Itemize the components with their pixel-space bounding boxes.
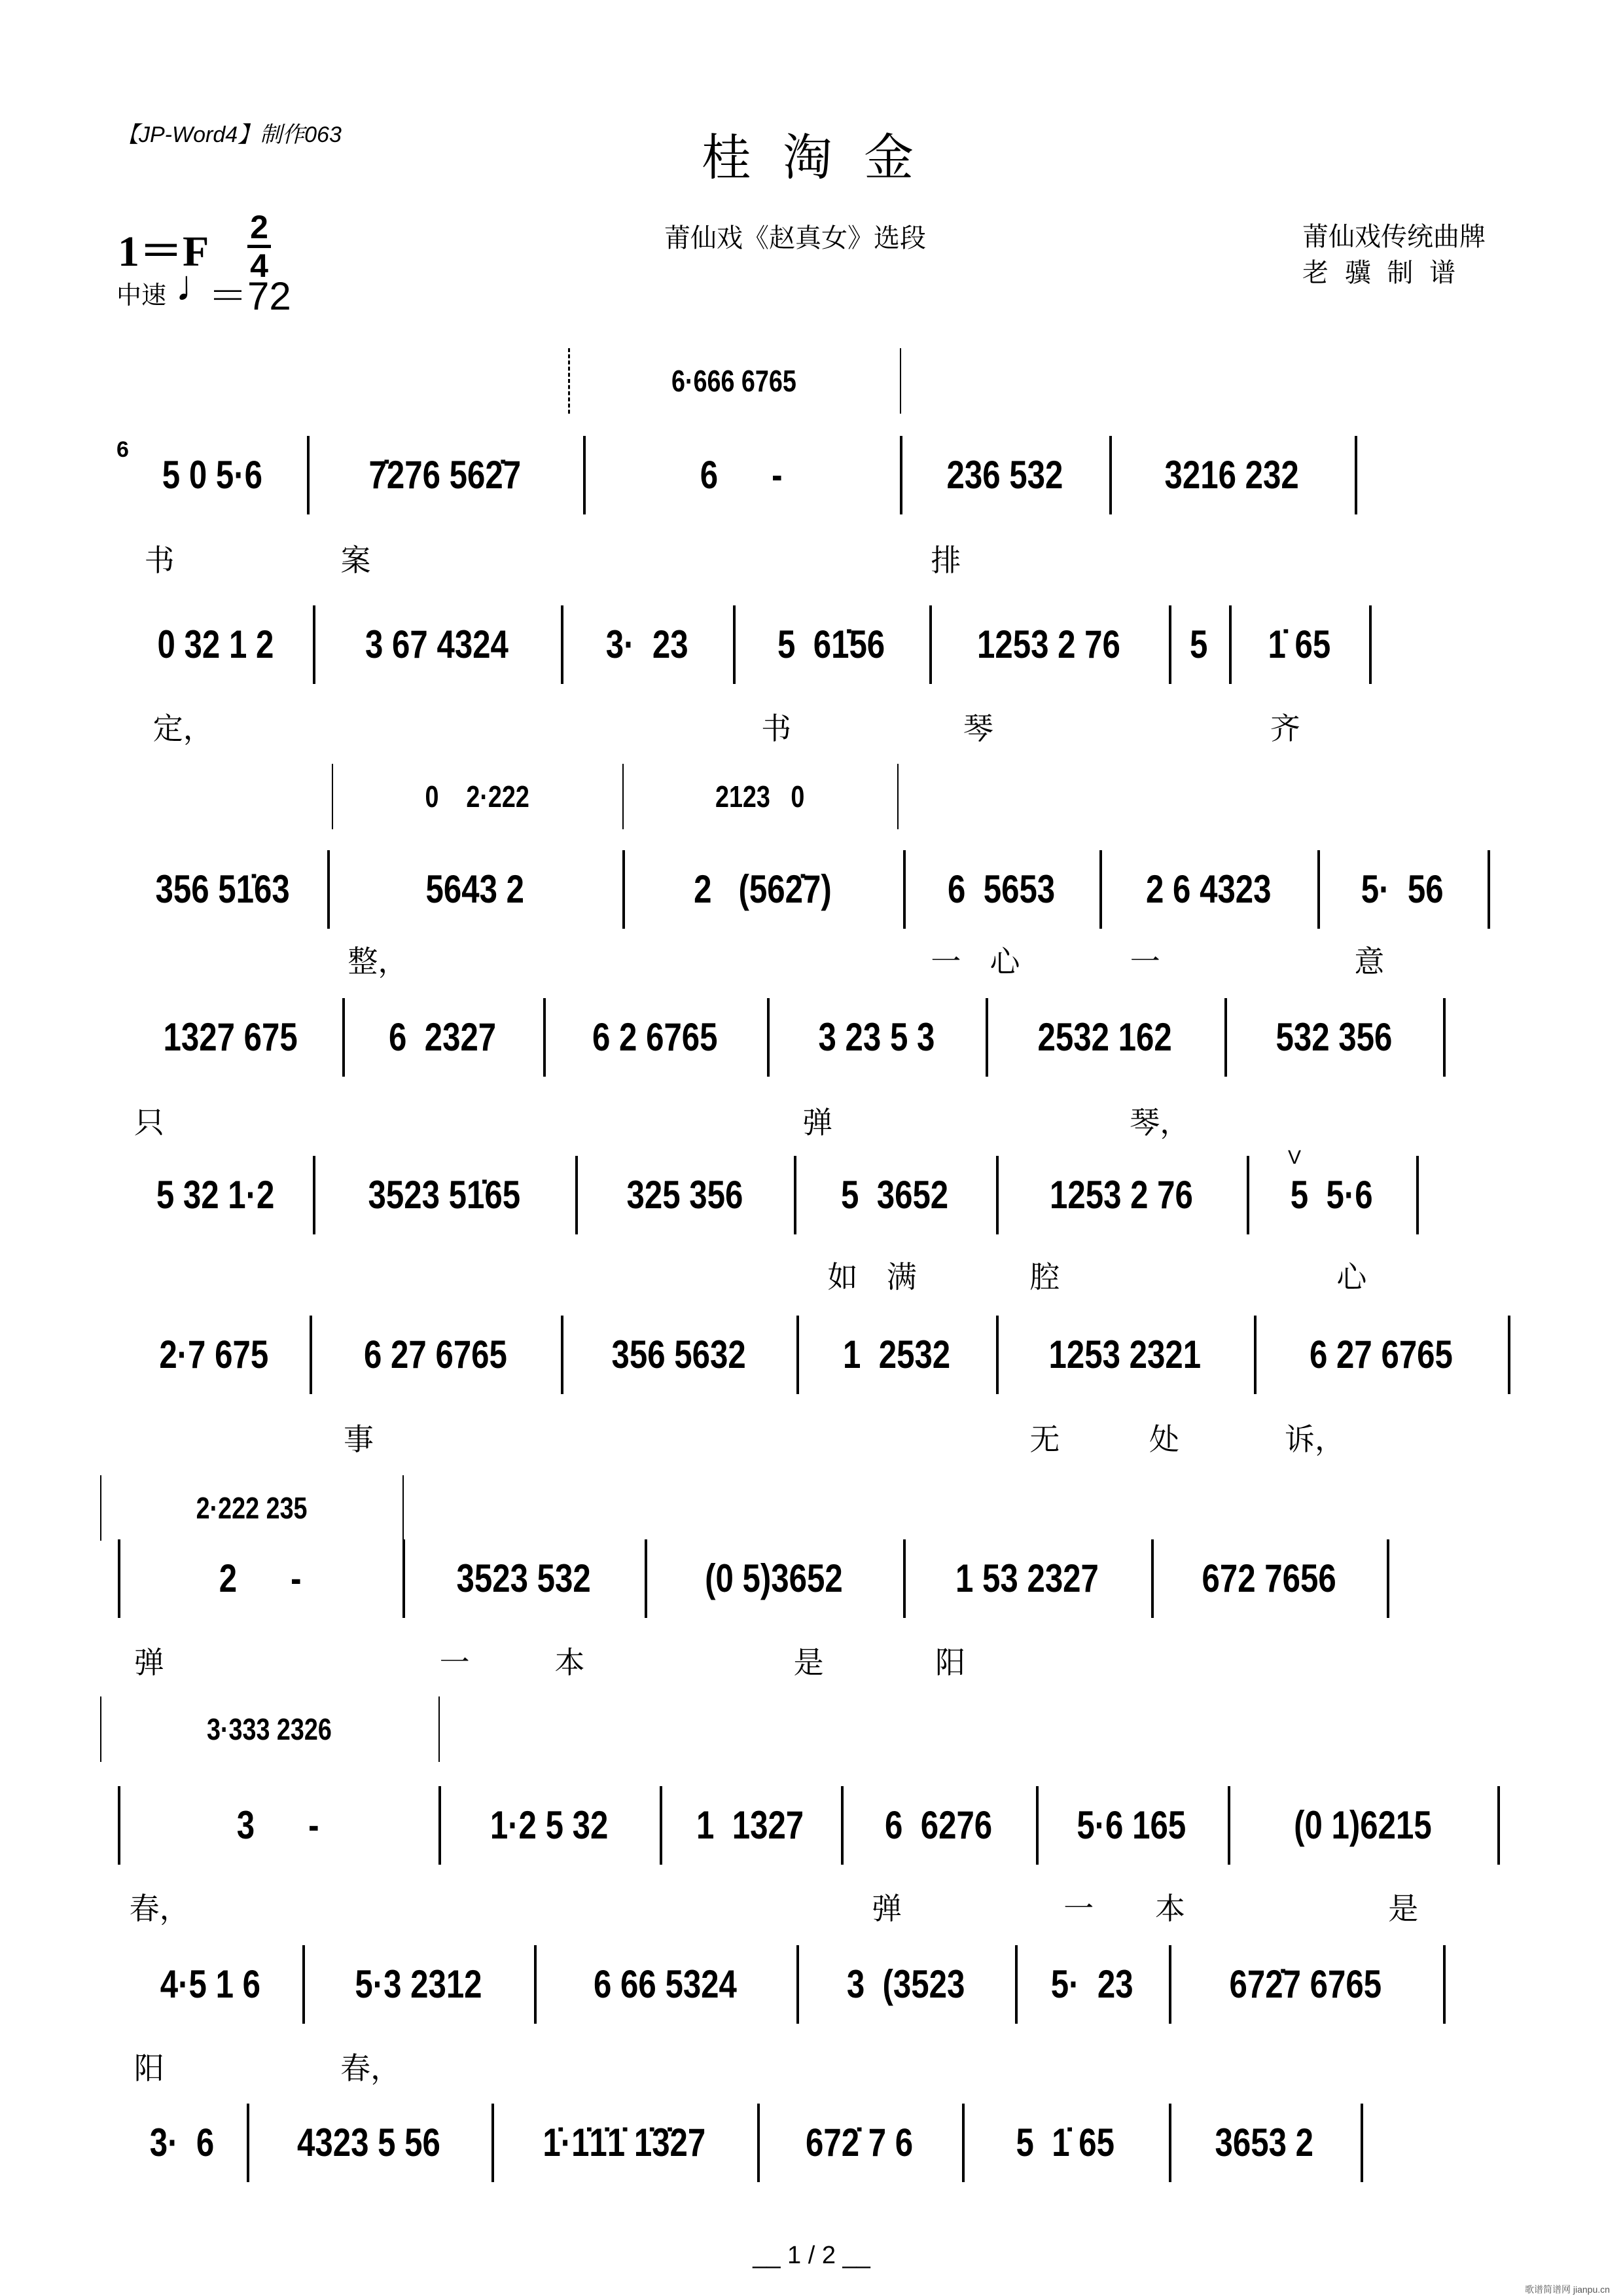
measure-notes: 5 1̇ 65 xyxy=(1016,2120,1115,2164)
measure xyxy=(123,863,322,916)
measure xyxy=(1115,449,1349,501)
measure-notes: 2 6 4323 xyxy=(1145,867,1272,912)
measure-notes: 3523 532 xyxy=(456,1556,591,1601)
barline xyxy=(1355,436,1357,514)
barline xyxy=(402,1539,405,1618)
watermark-label: 【JP-Word4】制作063 xyxy=(116,122,342,147)
barline xyxy=(767,998,770,1077)
measure-notes: 3 67 4324 xyxy=(365,622,508,667)
barline xyxy=(438,1786,441,1865)
lyric-syllable: 事 xyxy=(344,1422,374,1458)
lyric-syllable: 阳 xyxy=(935,1644,966,1680)
measure-notes: 2123 0 xyxy=(715,780,805,814)
measure-notes: 3·333 2326 xyxy=(206,1712,332,1747)
measure-notes: 5 3652 xyxy=(841,1173,949,1217)
barline xyxy=(1247,1156,1249,1234)
measure xyxy=(1001,1329,1249,1381)
barline xyxy=(1508,1316,1510,1394)
barline xyxy=(307,436,310,514)
measure-notes: 5· 56 xyxy=(1361,867,1444,912)
barline xyxy=(561,1316,563,1394)
measure xyxy=(348,1011,538,1064)
barline xyxy=(543,998,546,1077)
arranger-label: 老 骥 制 谱 xyxy=(1302,258,1460,288)
measure-notes: 1253 2 76 xyxy=(977,622,1121,667)
source-label: 莆仙戏传统曲牌 xyxy=(1302,222,1486,252)
lyric-syllable: 琴， xyxy=(1130,1104,1190,1140)
barline xyxy=(247,2104,249,2182)
barline xyxy=(1036,1786,1039,1865)
lyric-syllable: 琴 xyxy=(963,710,993,746)
measure xyxy=(1323,863,1482,916)
measure xyxy=(650,1552,898,1605)
lyric-syllable: 只 xyxy=(134,1104,164,1140)
barline xyxy=(1015,1945,1018,2024)
lyric-syllable: 一 xyxy=(931,943,961,979)
measure-notes: 356 5632 xyxy=(611,1332,746,1376)
measure-notes: 6 27 6765 xyxy=(1309,1332,1453,1376)
measure xyxy=(580,1169,789,1221)
barline xyxy=(903,1539,906,1618)
lyric-syllable: 诉， xyxy=(1284,1422,1345,1458)
measure-notes: 5 xyxy=(1190,622,1208,667)
measure xyxy=(252,2117,486,2169)
measure-notes: 7̇276 562̇7 xyxy=(368,452,521,497)
lyric-syllable: 是 xyxy=(793,1644,824,1680)
measure-notes: 3· 23 xyxy=(605,622,688,667)
barline xyxy=(1369,605,1372,684)
measure-notes: 5·3 2312 xyxy=(355,1962,482,2007)
measure-notes: 1 2532 xyxy=(842,1332,950,1376)
measure-notes: 672̇7 6765 xyxy=(1229,1962,1382,2007)
measure xyxy=(444,1799,654,1852)
barline xyxy=(1229,605,1232,684)
measure xyxy=(665,1799,836,1852)
barline xyxy=(1497,1786,1500,1865)
lyric-syllable: 春， xyxy=(340,2050,401,2086)
measure-notes: 2·7 675 xyxy=(159,1332,269,1376)
barline xyxy=(622,850,625,929)
lyric-syllable: 弹 xyxy=(134,1644,164,1680)
measure-notes: 1 53 2327 xyxy=(955,1556,1099,1601)
measure xyxy=(846,1799,1031,1852)
barline xyxy=(118,1539,120,1618)
measure xyxy=(566,1329,792,1381)
measure xyxy=(772,1011,980,1064)
barline xyxy=(1361,2104,1363,2182)
lyric-syllable: 书 xyxy=(144,542,175,578)
lyric-syllable: 本 xyxy=(554,1644,585,1680)
measure xyxy=(1001,1169,1241,1221)
measure-notes: 3· 6 xyxy=(150,2120,215,2164)
barline xyxy=(313,1156,315,1234)
lyric-syllable: 一 xyxy=(1063,1891,1094,1927)
measure xyxy=(802,1958,1010,2011)
measure xyxy=(315,1329,555,1381)
barline xyxy=(327,850,330,929)
measure-notes: 5 0 5·6 xyxy=(162,452,263,497)
measure xyxy=(539,1958,791,2011)
lyric-syllable: 无 xyxy=(1029,1422,1060,1458)
barline xyxy=(1443,1945,1446,2024)
measure-notes: 1253 2321 xyxy=(1048,1332,1202,1376)
measure-notes: 1327 675 xyxy=(163,1014,298,1059)
measure xyxy=(762,2117,957,2169)
measure xyxy=(1259,1329,1503,1381)
barline xyxy=(986,998,988,1077)
measure-notes: 3523 51̇65 xyxy=(368,1173,520,1217)
measure-notes: 3 (3523 xyxy=(846,1962,965,2007)
measure xyxy=(123,1169,308,1221)
measure xyxy=(802,1329,990,1381)
measure-notes: 6 6276 xyxy=(884,1803,992,1847)
measure xyxy=(408,1552,639,1605)
measure-notes: 672 7656 xyxy=(1202,1556,1336,1601)
barline xyxy=(733,605,736,684)
lyric-syllable: 一 xyxy=(439,1644,470,1680)
barline xyxy=(1416,1156,1419,1234)
barline xyxy=(438,1696,440,1762)
measure xyxy=(905,449,1104,501)
measure-notes: 5 5·6 xyxy=(1290,1173,1373,1217)
barline xyxy=(841,1786,844,1865)
lyric-syllable: 弹 xyxy=(802,1104,833,1140)
barline xyxy=(1099,850,1102,929)
barline xyxy=(900,348,901,414)
measure xyxy=(1156,1552,1382,1605)
measure xyxy=(1041,1799,1222,1852)
measure xyxy=(308,1958,529,2011)
measure xyxy=(967,2117,1164,2169)
barline xyxy=(996,1316,999,1394)
barline xyxy=(1317,850,1320,929)
quarter-note-icon: ♩ xyxy=(175,261,219,310)
lyric-syllable: 本 xyxy=(1155,1891,1186,1927)
measure xyxy=(105,1703,433,1755)
barline xyxy=(645,1539,647,1618)
lyric-syllable: 定， xyxy=(152,710,213,746)
breath-mark: V xyxy=(1288,1147,1302,1168)
measure xyxy=(738,619,924,671)
measure-notes: 3216 232 xyxy=(1164,452,1300,497)
barline xyxy=(402,1475,404,1541)
measure xyxy=(312,449,578,501)
barline xyxy=(796,1945,799,2024)
measure xyxy=(628,863,897,916)
barline xyxy=(1387,1539,1389,1618)
measure xyxy=(573,355,895,407)
measure xyxy=(1252,1169,1411,1221)
measure-notes: 0 32 1 2 xyxy=(157,622,274,667)
measure-notes: 672̇ 7 6 xyxy=(806,2120,914,2164)
measure-notes: 3 23 5 3 xyxy=(818,1014,935,1059)
measure xyxy=(337,770,617,823)
lyric-syllable: 书 xyxy=(761,710,792,746)
measure-notes: 325 356 xyxy=(626,1173,743,1217)
measure xyxy=(123,1799,433,1852)
lyric-syllable: 齐 xyxy=(1270,710,1300,746)
lyric-syllable: 整， xyxy=(348,943,408,979)
barline xyxy=(100,1696,101,1762)
barline xyxy=(1169,1945,1171,2024)
measure xyxy=(123,1011,337,1064)
barline xyxy=(1488,850,1490,929)
barline xyxy=(100,1475,101,1541)
lyric-syllable: 心 xyxy=(1336,1259,1367,1295)
measure-notes: 6 27 6765 xyxy=(363,1332,507,1376)
page-title: 桂 淘 金 xyxy=(701,128,922,187)
lyric-syllable: 一 xyxy=(1130,943,1160,979)
lyric-syllable: 满 xyxy=(886,1259,917,1295)
measure xyxy=(1174,1958,1438,2011)
measure-notes: 2532 162 xyxy=(1037,1014,1173,1059)
measure xyxy=(1174,2117,1355,2169)
measure-notes: 6 2327 xyxy=(389,1014,497,1059)
measure xyxy=(332,863,617,916)
measure xyxy=(908,1552,1146,1605)
measure xyxy=(566,619,728,671)
barline xyxy=(996,1156,999,1234)
measure-notes: 356 51̇63 xyxy=(155,867,291,912)
barline xyxy=(622,764,624,829)
lyric-syllable: 阳 xyxy=(134,2050,164,2086)
measure xyxy=(908,863,1094,916)
measure xyxy=(318,1169,570,1221)
measure-notes: 6 - xyxy=(700,452,783,497)
barline xyxy=(534,1945,537,2024)
barline xyxy=(568,348,571,414)
measure-notes: 1̇·1̇1̇1̇ 1̇3̇27 xyxy=(543,2120,706,2164)
measure xyxy=(548,1011,762,1064)
measure-notes: 4·5 1 6 xyxy=(160,1962,260,2007)
measure xyxy=(935,619,1163,671)
lyric-syllable: 意 xyxy=(1354,943,1385,979)
measure xyxy=(105,1482,397,1534)
lyric-syllable: 如 xyxy=(827,1259,858,1295)
barline xyxy=(897,764,899,829)
barline xyxy=(1224,998,1227,1077)
lyric-syllable: 处 xyxy=(1149,1422,1179,1458)
measure xyxy=(123,1552,397,1605)
measure-notes: 1253 2 76 xyxy=(1049,1173,1193,1217)
barline xyxy=(118,1786,120,1865)
lyric-syllable: 排 xyxy=(931,542,961,578)
page-number: __ 1 / 2 __ xyxy=(753,2242,870,2269)
lyric-syllable: 腔 xyxy=(1029,1259,1060,1295)
barline xyxy=(1169,2104,1171,2182)
barline xyxy=(491,2104,494,2182)
barline xyxy=(757,2104,760,2182)
barline xyxy=(561,605,563,684)
measure xyxy=(628,770,891,823)
barline xyxy=(313,605,315,684)
measure xyxy=(123,619,308,671)
measure-notes: (0 5)3652 xyxy=(705,1556,843,1601)
barline xyxy=(583,436,586,514)
measure-notes: 6·666 6765 xyxy=(671,363,797,398)
barline xyxy=(903,850,906,929)
measure xyxy=(991,1011,1219,1064)
subtitle: 莆仙戏《赵真女》选段 xyxy=(664,223,926,253)
measure-notes: 2 - xyxy=(219,1556,302,1601)
measure-notes: (0 1)6215 xyxy=(1293,1803,1432,1847)
measure-notes: 5·6 165 xyxy=(1077,1803,1186,1847)
measure-notes: 6 5653 xyxy=(947,867,1055,912)
grace-note: 6 xyxy=(116,437,129,462)
measure-notes: 4323 5 56 xyxy=(297,2120,441,2164)
footer-watermark: 歌谱简谱网 jianpu.cn xyxy=(1525,2284,1610,2295)
measure-notes: 6 2 6765 xyxy=(592,1014,718,1059)
measure xyxy=(123,449,302,501)
measure xyxy=(123,2117,241,2169)
measure xyxy=(1230,1011,1438,1064)
measure-notes: 236 532 xyxy=(946,452,1063,497)
barline xyxy=(1228,1786,1230,1865)
measure-notes: 6 66 5324 xyxy=(594,1962,738,2007)
measure xyxy=(1234,619,1364,671)
measure-notes: 1 1327 xyxy=(696,1803,804,1847)
barline xyxy=(1109,436,1112,514)
lyric-syllable: 案 xyxy=(340,542,371,578)
measure-notes: 5 61̇56 xyxy=(777,622,885,667)
measure-notes: 3653 2 xyxy=(1215,2120,1314,2164)
barline xyxy=(796,1316,799,1394)
measure-notes: 5 32 1·2 xyxy=(156,1173,275,1217)
measure xyxy=(123,1958,297,2011)
barline xyxy=(302,1945,305,2024)
measure-notes: 3 - xyxy=(237,1803,319,1847)
measure-notes: 0 2·222 xyxy=(425,780,529,814)
barline xyxy=(1254,1316,1257,1394)
barline xyxy=(310,1316,312,1394)
barline xyxy=(575,1156,578,1234)
lyric-syllable: 心 xyxy=(990,943,1020,979)
measure-notes: 532 356 xyxy=(1275,1014,1392,1059)
barline xyxy=(962,2104,965,2182)
measure-notes: 5643 2 xyxy=(425,867,525,912)
barline xyxy=(1151,1539,1154,1618)
key-signature: 1＝F xyxy=(118,228,209,276)
measure xyxy=(497,2117,752,2169)
lyric-syllable: 春， xyxy=(129,1891,190,1927)
measure xyxy=(1105,863,1313,916)
lyric-syllable: 是 xyxy=(1388,1891,1419,1927)
measure xyxy=(1174,619,1224,671)
barline xyxy=(660,1786,662,1865)
barline xyxy=(1169,605,1171,684)
measure xyxy=(799,1169,991,1221)
barline xyxy=(900,436,902,514)
measure xyxy=(123,1329,304,1381)
time-signature-denominator: 4 xyxy=(250,247,268,284)
tempo-value: ＝72 xyxy=(208,274,291,318)
measure-notes: 1̇ 65 xyxy=(1268,622,1330,667)
measure xyxy=(1020,1958,1163,2011)
barline xyxy=(332,764,333,829)
measure-notes: 2·222 235 xyxy=(196,1491,308,1526)
time-signature-numerator: 2 xyxy=(250,209,268,245)
lyric-syllable: 弹 xyxy=(872,1891,902,1927)
measure xyxy=(1233,1799,1493,1852)
barline xyxy=(342,998,345,1077)
barline xyxy=(794,1156,796,1234)
measure-notes: 1·2 5 32 xyxy=(490,1803,608,1847)
barline xyxy=(1443,998,1446,1077)
measure-notes: 5· 23 xyxy=(1050,1962,1133,2007)
barline xyxy=(929,605,932,684)
tempo-label: 中速 xyxy=(116,282,167,310)
measure xyxy=(318,619,556,671)
measure-notes: 2 (562̇7) xyxy=(694,867,832,912)
measure xyxy=(588,449,895,501)
